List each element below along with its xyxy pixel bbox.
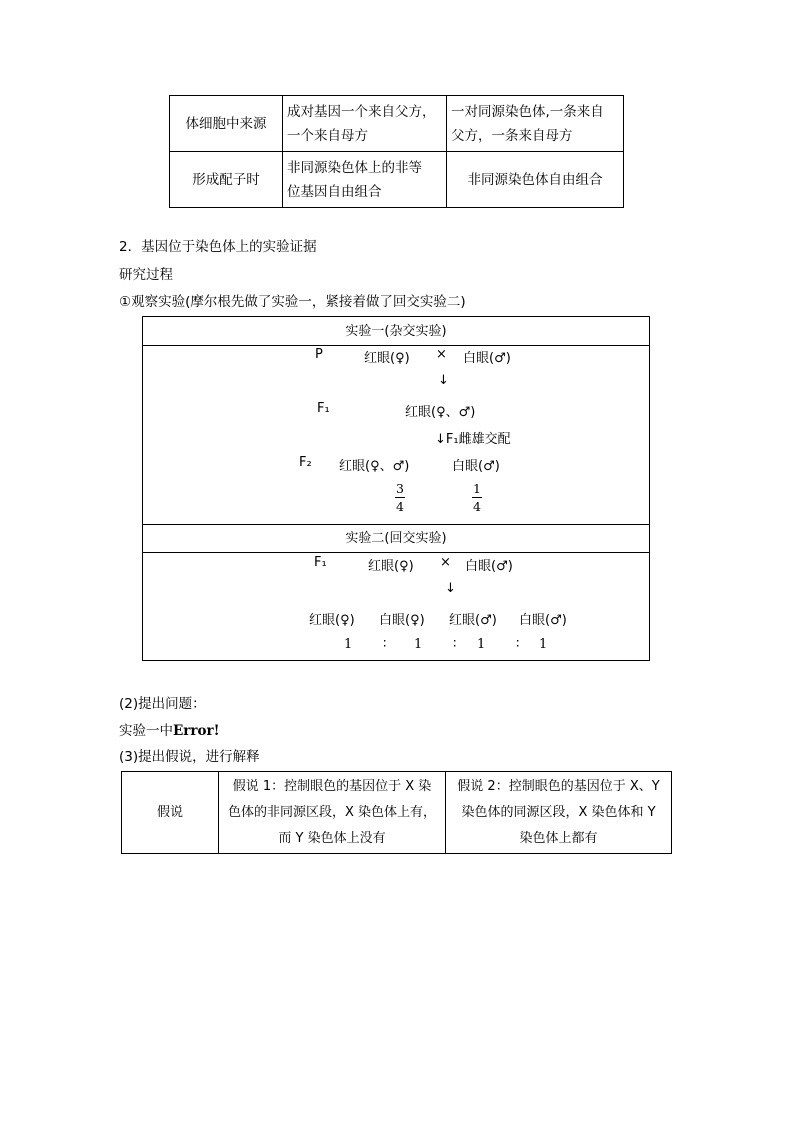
cell-line: 父方，一条来自母方 bbox=[451, 127, 573, 144]
f1-cross-arrow: ↓F₁雌雄交配 bbox=[435, 432, 511, 447]
ratio-1: 1 bbox=[344, 637, 353, 652]
denominator: 4 bbox=[396, 499, 404, 514]
exp2-title: 实验二(回交实验) bbox=[345, 531, 447, 546]
exp2-offspring-row bbox=[143, 609, 649, 629]
question-line bbox=[119, 719, 220, 739]
cell-line: 而 Y 染色体上没有 bbox=[278, 830, 386, 846]
hypothesis-2 bbox=[446, 772, 672, 854]
f1-label: F₁ bbox=[314, 555, 327, 570]
down-arrow-icon: ↓ bbox=[445, 581, 456, 596]
exp1-title: 实验一(杂交实验) bbox=[345, 324, 447, 339]
f2-white: 白眼(♂) bbox=[452, 459, 500, 474]
cell-line: 成对基因一个来自父方， bbox=[287, 103, 436, 120]
ratio-colon: ∶ bbox=[516, 637, 520, 652]
section-heading: 2．基因位于染色体上的实验证据 bbox=[119, 239, 317, 255]
denominator: 4 bbox=[473, 499, 481, 514]
table-row bbox=[122, 772, 672, 854]
exp1-f1-row bbox=[143, 401, 649, 421]
cell-line: 一个来自母方 bbox=[287, 127, 368, 144]
f1-female: 红眼(♀) bbox=[368, 559, 414, 574]
offspring-1: 红眼(♀) bbox=[309, 613, 355, 628]
cell-line: 非同源染色体上的非等 bbox=[287, 159, 422, 176]
table-row bbox=[170, 152, 624, 208]
hypothesis-label: 假说 bbox=[122, 772, 219, 854]
cross-symbol: × bbox=[436, 347, 447, 362]
exp1-f1-arrow-row bbox=[143, 428, 649, 448]
offspring-2: 白眼(♀) bbox=[379, 613, 425, 628]
observation-text: ①观察实验(摩尔根先做了实验一，紧接着做了回交实验二) bbox=[119, 294, 466, 310]
exp1-f2-row bbox=[143, 455, 649, 475]
f1-male: 白眼(♂) bbox=[465, 559, 513, 574]
divider bbox=[143, 552, 649, 553]
cell-line: 色体的非同源区段，X 染色体上有， bbox=[227, 804, 437, 820]
exp1-arrow-row bbox=[143, 373, 649, 393]
question-heading: (2)提出问题： bbox=[119, 696, 206, 712]
fraction-white bbox=[469, 481, 485, 514]
hypothesis-heading: (3)提出假说，进行解释 bbox=[119, 749, 260, 765]
question-prefix: 实验一中 bbox=[119, 723, 173, 739]
fraction-bar bbox=[395, 497, 405, 498]
cell-line: 假说 2：控制眼色的基因位于 X、Y bbox=[457, 778, 660, 794]
exp1-title-row bbox=[143, 320, 649, 340]
fraction-bar bbox=[472, 497, 482, 498]
cell-line: 假说 1：控制眼色的基因位于 X 染 bbox=[232, 778, 432, 794]
fraction-red bbox=[392, 481, 408, 514]
hypothesis-1 bbox=[219, 772, 446, 854]
offspring-4: 白眼(♂) bbox=[519, 613, 567, 628]
section-sub: 研究过程 bbox=[119, 267, 173, 283]
chrom-cell: 非同源染色体自由组合 bbox=[447, 152, 624, 208]
p-label: P bbox=[315, 347, 323, 362]
p-female: 红眼(♀) bbox=[364, 351, 410, 366]
divider bbox=[143, 345, 649, 346]
f2-label: F₂ bbox=[299, 455, 312, 470]
ratio-colon: ∶ bbox=[453, 637, 457, 652]
numerator: 3 bbox=[396, 481, 404, 496]
row-label: 体细胞中来源 bbox=[170, 96, 283, 152]
down-arrow-icon: ↓ bbox=[438, 373, 449, 388]
ratio-4: 1 bbox=[539, 637, 548, 652]
p-male: 白眼(♂) bbox=[463, 351, 511, 366]
exp2-f1-row bbox=[143, 555, 649, 575]
chrom-cell bbox=[447, 96, 624, 152]
ratio-colon: ∶ bbox=[383, 637, 387, 652]
exp1-p-row bbox=[143, 347, 649, 367]
numerator: 1 bbox=[473, 481, 481, 496]
gene-cell bbox=[283, 96, 447, 152]
ratio-3: 1 bbox=[477, 637, 486, 652]
table-row bbox=[170, 96, 624, 152]
f1-value: 红眼(♀、♂) bbox=[405, 405, 476, 420]
cell-line: 位基因自由组合 bbox=[287, 183, 382, 200]
cell-line: 染色体上都有 bbox=[519, 830, 598, 846]
error-text: Error! bbox=[173, 723, 220, 739]
divider bbox=[143, 524, 649, 525]
hypothesis-table bbox=[121, 771, 672, 854]
exp2-ratio-row bbox=[143, 637, 649, 657]
f1-label: F₁ bbox=[317, 401, 330, 416]
exp2-arrow-row bbox=[143, 581, 649, 601]
f2-red: 红眼(♀、♂) bbox=[339, 459, 410, 474]
row-label: 形成配子时 bbox=[170, 152, 283, 208]
experiment-box bbox=[142, 316, 650, 661]
comparison-table bbox=[169, 95, 624, 208]
cross-symbol: × bbox=[440, 555, 451, 570]
cell-line: 染色体的同源区段，X 染色体和 Y bbox=[461, 804, 656, 820]
exp2-title-row bbox=[143, 527, 649, 547]
offspring-3: 红眼(♂) bbox=[449, 613, 497, 628]
cell-line: 一对同源染色体,一条来自 bbox=[451, 103, 604, 120]
ratio-2: 1 bbox=[414, 637, 423, 652]
gene-cell bbox=[283, 152, 447, 208]
